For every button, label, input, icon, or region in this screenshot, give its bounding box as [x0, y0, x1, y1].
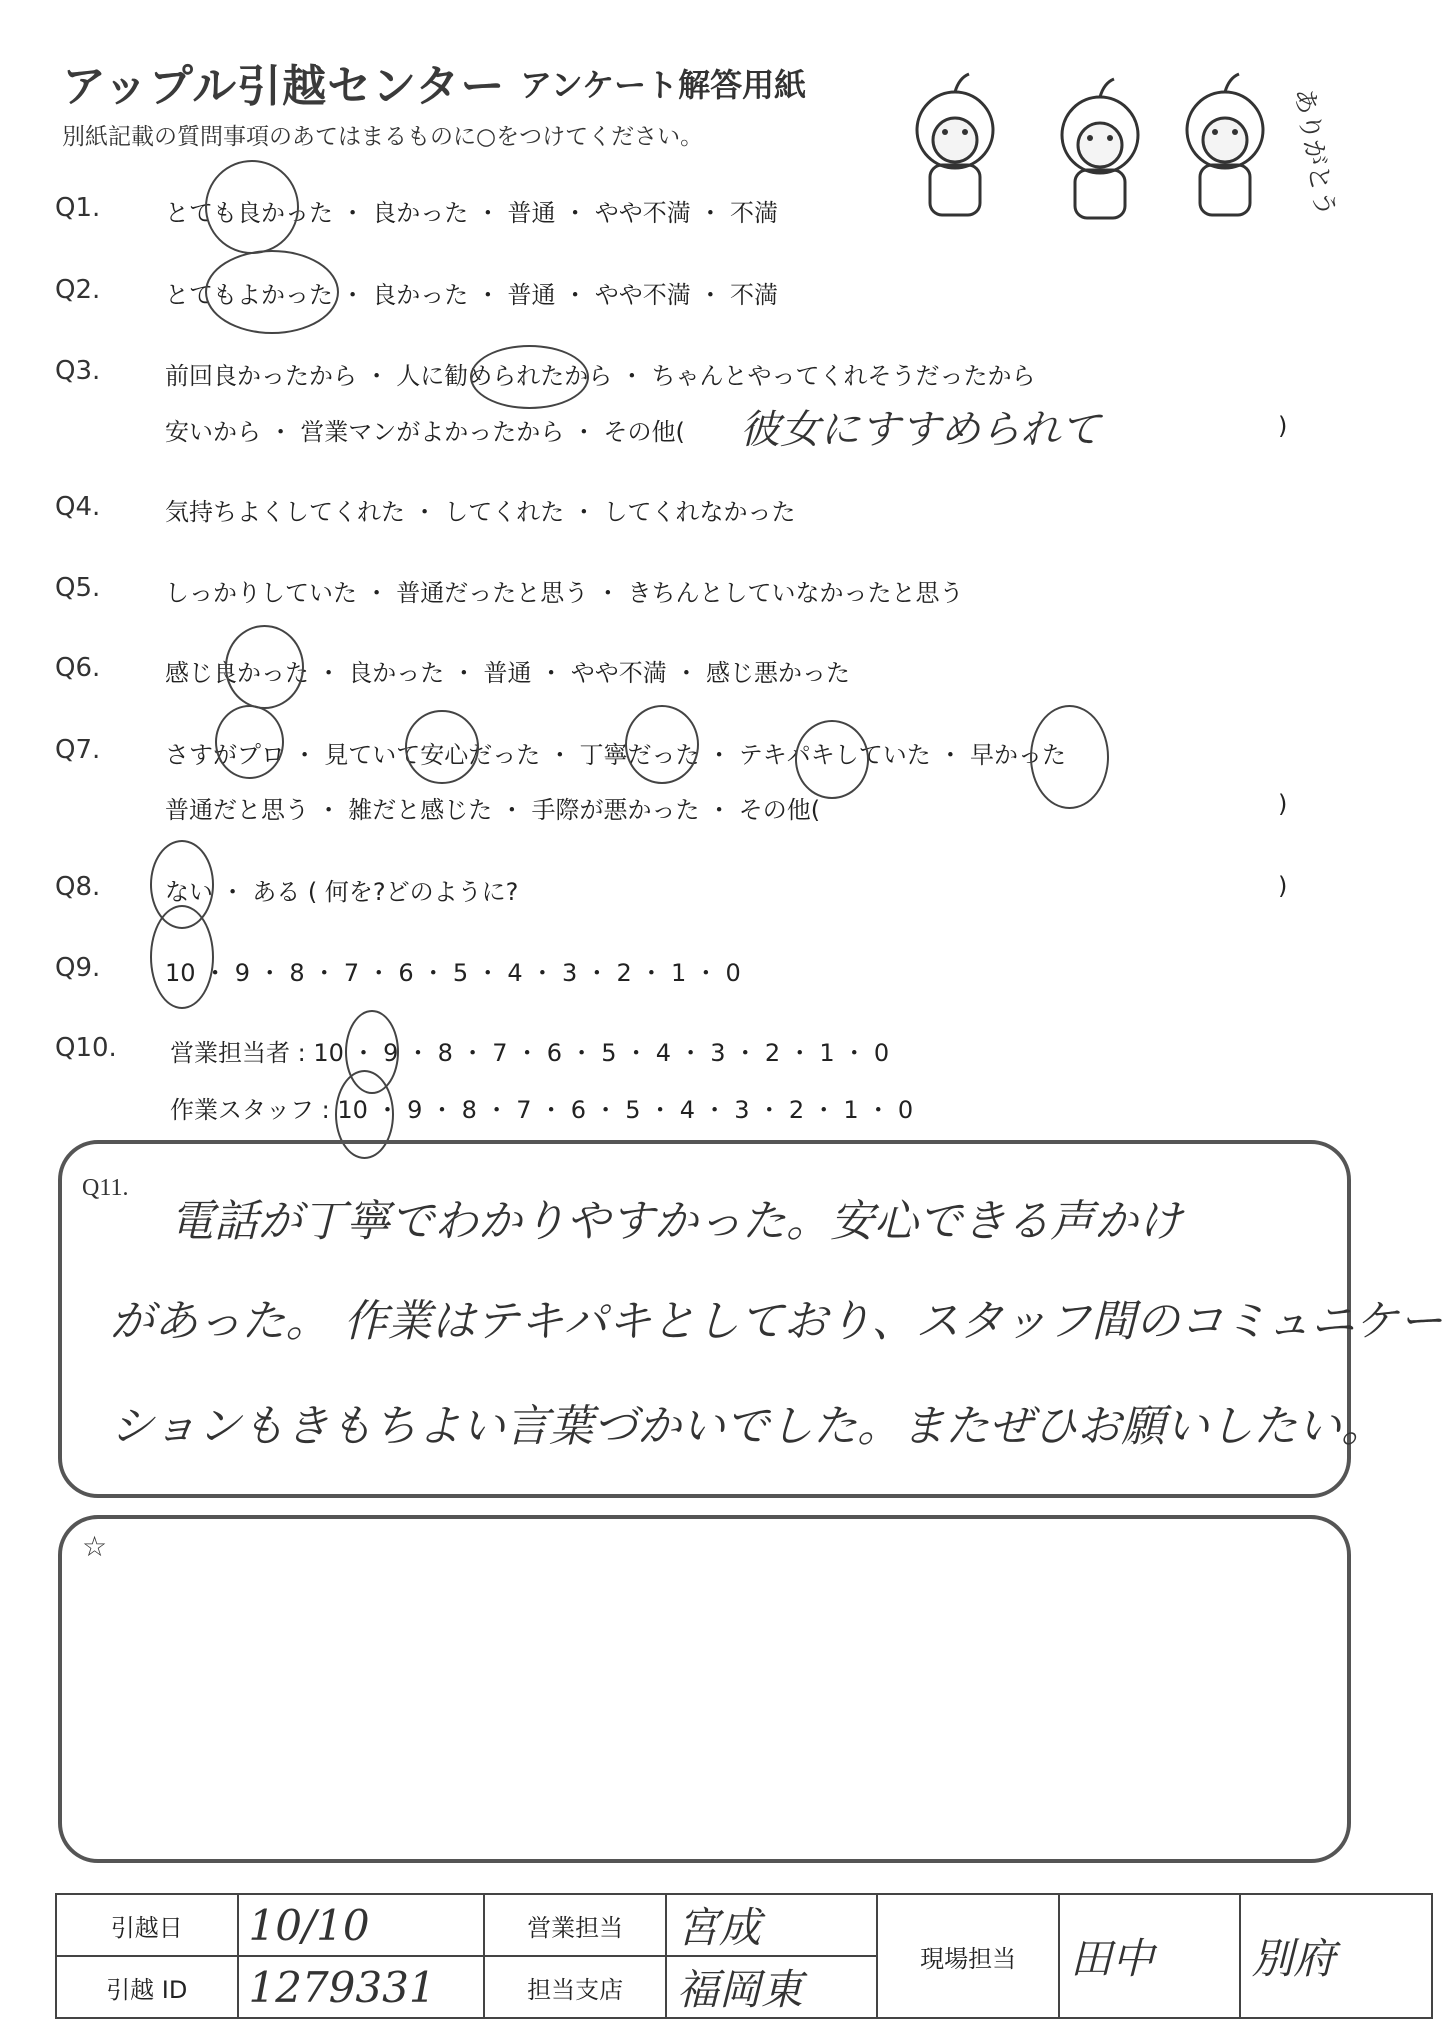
q7-close-paren: ) — [1278, 790, 1288, 818]
q11-line-1: 電話が丁寧でわかりやすかった。安心できる声かけ — [170, 1196, 1182, 1247]
q3-options-1: 前回良かったから ・ 人に勧められたから ・ ちゃんとやってくれそうだったから — [165, 362, 1036, 390]
q4-label: Q4. — [55, 492, 101, 522]
thanks-text: ありがとう — [1288, 86, 1341, 220]
q6-options: 感じ良かった ・ 良かった ・ 普通 ・ やや不満 ・ 感じ悪かった — [165, 659, 851, 687]
instruction: 別紙記載の質問事項のあてはまるものに○をつけてください。 — [62, 124, 704, 150]
answer-circle — [405, 710, 479, 784]
q1-options: とても良かった ・ 良かった ・ 普通 ・ やや不満 ・ 不満 — [165, 199, 779, 227]
q5-label: Q5. — [55, 573, 101, 603]
q7-options-1: さすがプロ ・ 見ていて安心だった ・ 丁寧だった ・ テキパキしていた ・ 早かった — [165, 741, 1067, 769]
answer-circle — [795, 720, 869, 799]
q4-options: 気持ちよくしてくれた ・ してくれた ・ してくれなかった — [165, 498, 796, 526]
answer-circle — [205, 250, 339, 334]
brand-title: アップル引越センター — [62, 61, 506, 112]
q11-label: Q11. — [82, 1175, 129, 1201]
q10-staff-options: 作業スタッフ : 10 ・ 9 ・ 8 ・ 7 ・ 6 ・ 5 ・ 4 ・ 3 ・ 2 ・ 1 ・ 0 — [170, 1096, 914, 1124]
site-label: 現場担当 — [877, 1894, 1059, 2018]
branch-label: 担当支店 — [484, 1956, 666, 2018]
q11-line-3: ションもきもちよい言葉づかいでした。またぜひお願いしたい。 — [110, 1401, 1386, 1452]
q1-label: Q1. — [55, 193, 101, 223]
answer-circle — [225, 625, 304, 709]
q10-label: Q10. — [55, 1033, 117, 1063]
branch-value: 福岡東 — [666, 1956, 877, 2018]
q2-options: とてもよかった ・ 良かった ・ 普通 ・ やや不満 ・ 不満 — [165, 281, 779, 309]
move-id-value: 1279331 — [238, 1956, 485, 2018]
q2-label: Q2. — [55, 275, 101, 305]
answer-circle — [470, 345, 589, 409]
extra-comment-box — [58, 1515, 1351, 1863]
q11-line-2: があった。 作業はテキパキとしており、スタッフ間のコミュニケー — [110, 1296, 1443, 1347]
form-title: アンケート解答用紙 — [520, 66, 807, 104]
move-id-label: 引越 ID — [56, 1956, 238, 2018]
answer-circle — [1030, 705, 1109, 809]
site-value-2: 別府 — [1240, 1894, 1432, 2018]
q8-label: Q8. — [55, 872, 101, 902]
q3-options-2: 安いから ・ 営業マンがよかったから ・ その他( — [165, 418, 685, 446]
q3-label: Q3. — [55, 356, 101, 386]
answer-circle — [215, 705, 284, 779]
q10-sales-options: 営業担当者 : 10 ・ 9 ・ 8 ・ 7 ・ 6 ・ 5 ・ 4 ・ 3 ・ 2 ・ 1 ・ 0 — [170, 1039, 890, 1067]
q3-other-answer: 彼女にすすめられて — [740, 407, 1101, 453]
q7-label: Q7. — [55, 735, 101, 765]
q9-options: 10 ・ 9 ・ 8 ・ 7 ・ 6 ・ 5 ・ 4 ・ 3 ・ 2 ・ 1 ・ 0 — [165, 959, 741, 987]
q8-close-paren: ) — [1278, 872, 1288, 900]
sales-value: 宮成 — [666, 1894, 877, 1956]
q5-options: しっかりしていた ・ 普通だったと思う ・ きちんとしていなかったと思う — [165, 579, 964, 607]
info-table — [55, 1893, 1433, 2019]
mascot-illustration-icon — [895, 60, 1341, 230]
q8-options: ない ・ ある ( 何を?どのように? — [165, 878, 519, 906]
q9-label: Q9. — [55, 953, 101, 983]
answer-circle — [625, 705, 699, 784]
star-icon: ☆ — [82, 1530, 108, 1563]
site-value-1: 田中 — [1059, 1894, 1241, 2018]
q6-label: Q6. — [55, 653, 101, 683]
move-date-label: 引越日 — [56, 1894, 238, 1956]
sales-label: 営業担当 — [484, 1894, 666, 1956]
answer-circle — [150, 905, 214, 1009]
q7-options-2: 普通だと思う ・ 雑だと感じた ・ 手際が悪かった ・ その他( — [165, 796, 821, 824]
q3-close-paren: ) — [1278, 412, 1288, 440]
answer-circle — [205, 160, 299, 254]
move-date-value: 10/10 — [238, 1894, 485, 1956]
